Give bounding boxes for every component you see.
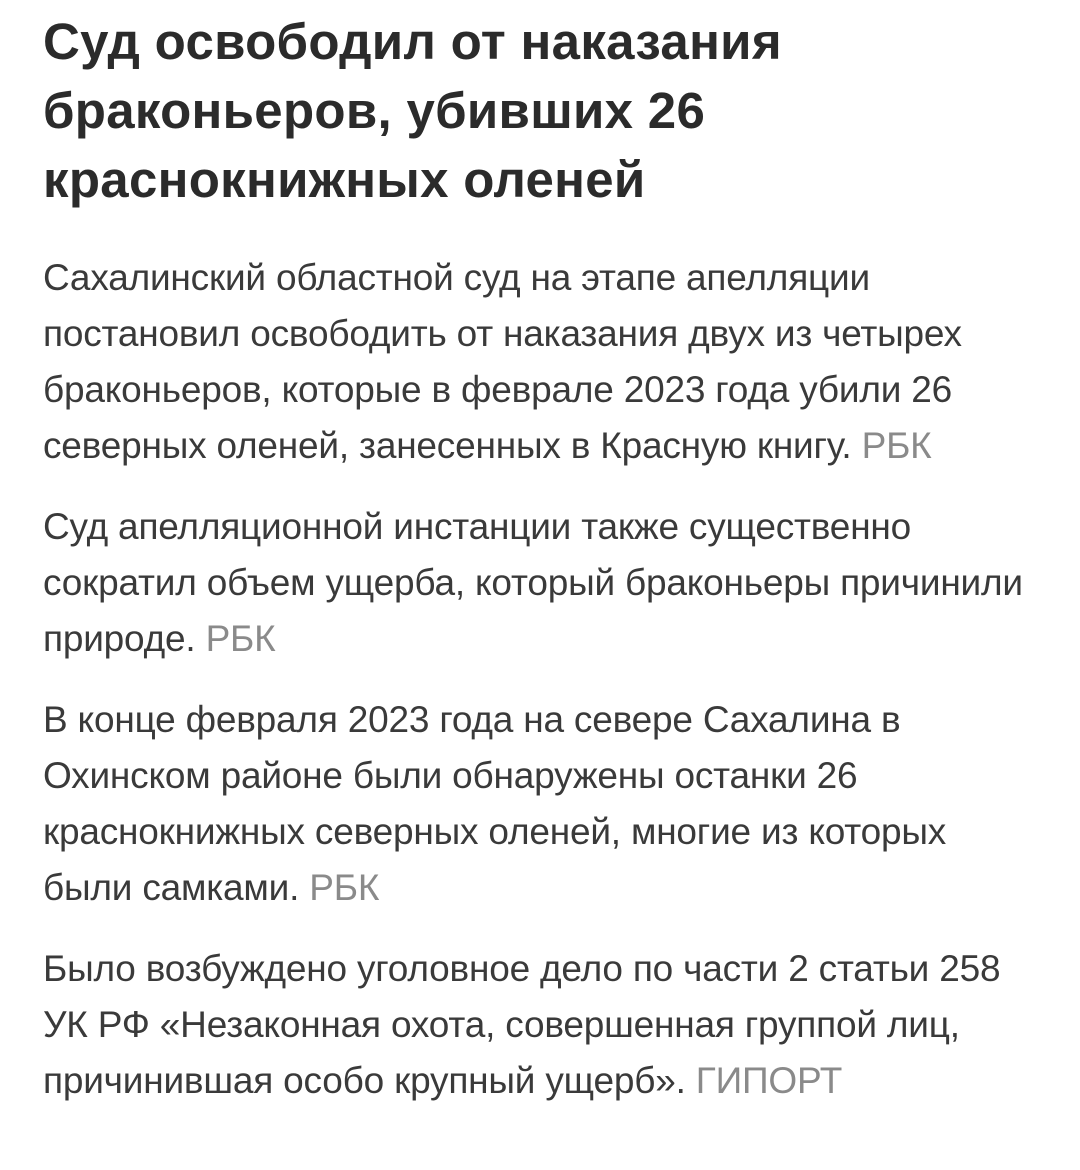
source-link-rbk[interactable]: РБК: [309, 867, 380, 908]
source-link-giport[interactable]: ГИПОРТ: [695, 1060, 843, 1101]
paragraph-text: Было возбуждено уголовное дело по части 2 статьи 258 УК РФ «Незаконная охота, совершенная группой лиц, причинившая особо крупный ущерб».: [43, 948, 1001, 1101]
news-article: [43, 0, 1033, 1109]
article-paragraph: [43, 250, 1033, 474]
paragraph-text: В конце февраля 2023 года на севере Сахалина в Охинском районе были обнаружены останки 26 краснокнижных северных оленей, многие из которых были самками.: [43, 699, 947, 908]
article-paragraph: [43, 692, 1033, 916]
paragraph-text: Сахалинский областной суд на этапе апелляции постановил освободить от наказания двух из четырех браконьеров, которые в феврале 2023 года убили 26 северных оленей, занесенных в Красную книгу.: [43, 257, 962, 466]
article-paragraph: [43, 499, 1033, 667]
source-link-rbk[interactable]: РБК: [205, 618, 276, 659]
paragraph-text: Суд апелляционной инстанции также существенно сократил объем ущерба, который браконьеры причинили природе.: [43, 506, 1023, 659]
article-paragraph: [43, 941, 1033, 1109]
article-headline: Суд освободил от наказания браконьеров, убивших 26 краснокнижных оленей: [43, 13, 782, 208]
source-link-rbk[interactable]: РБК: [861, 425, 932, 466]
